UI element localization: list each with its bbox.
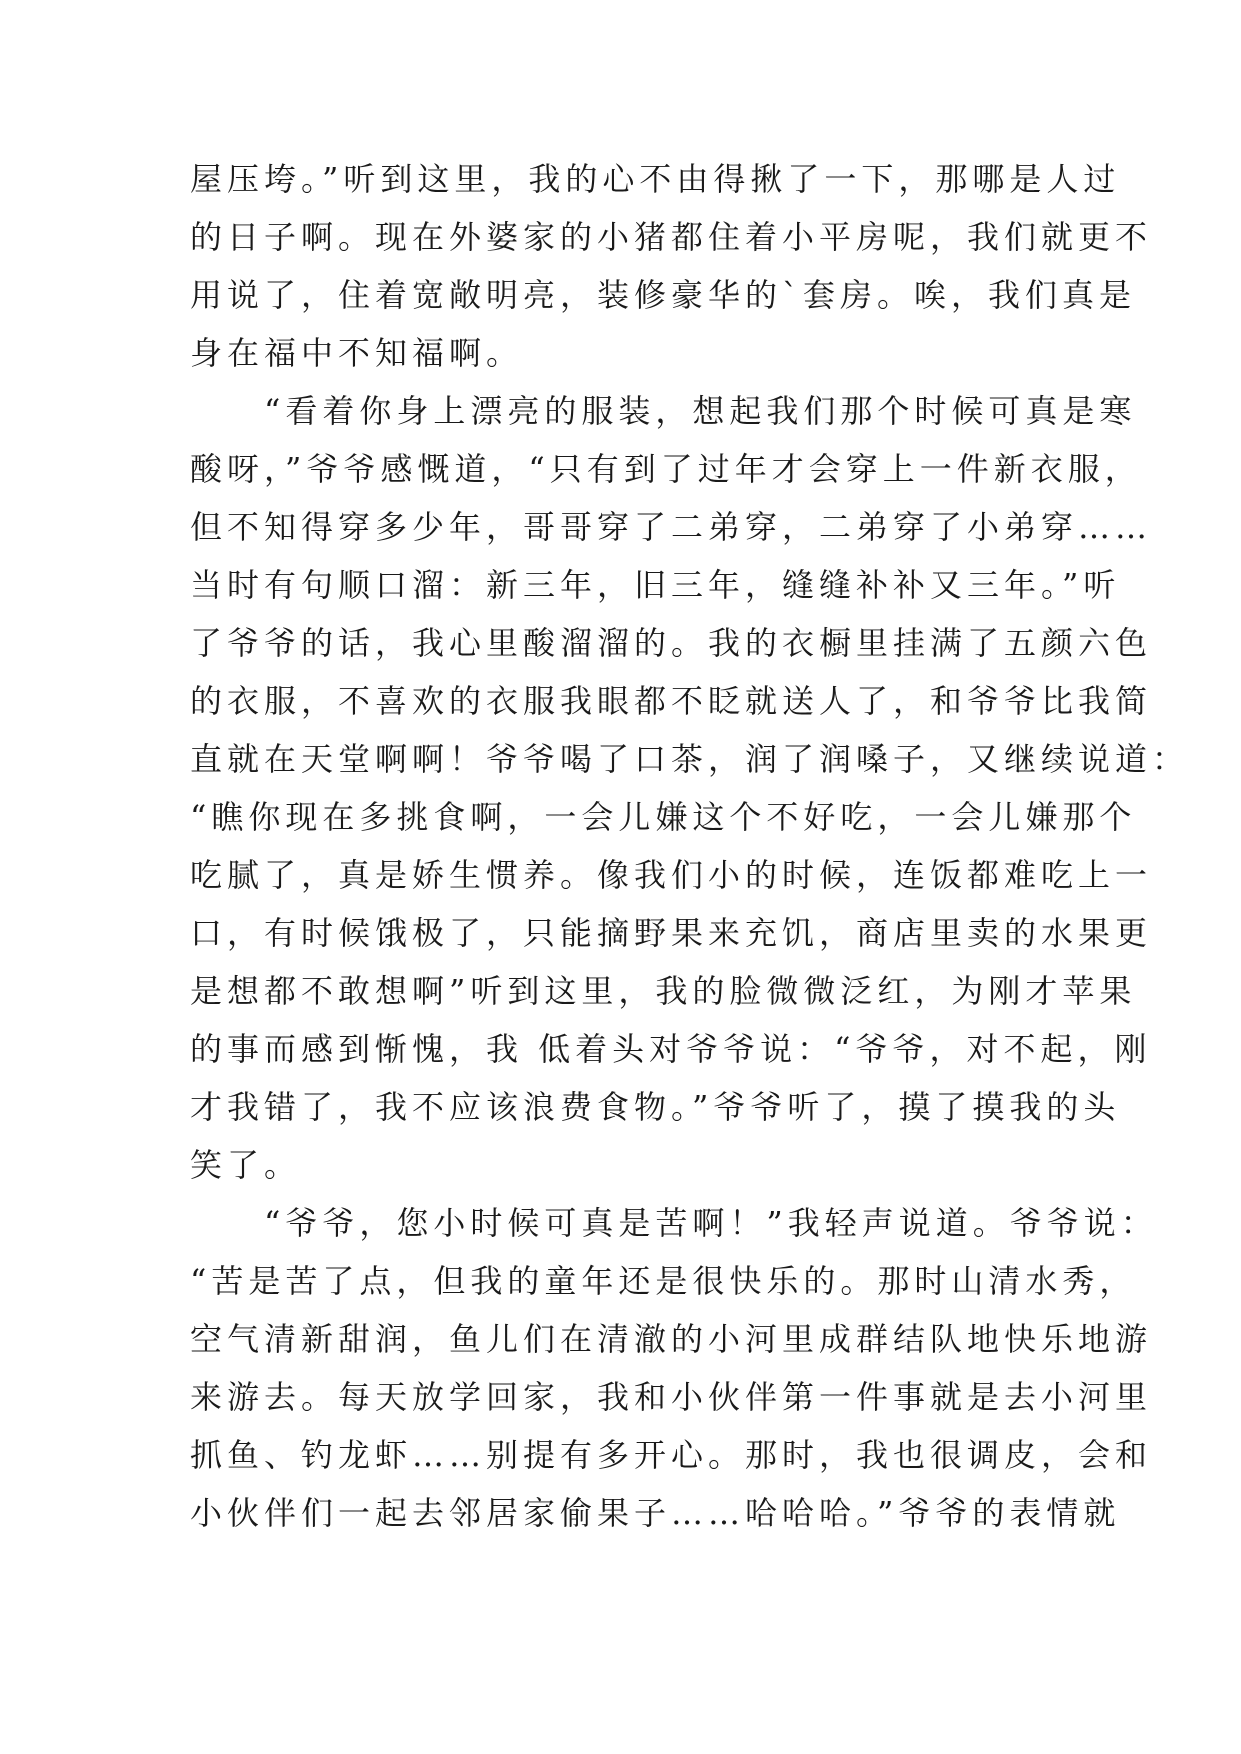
- text-line: “苦是苦了点，但我的童年还是很快乐的。那时山清水秀，: [190, 1262, 1137, 1300]
- text-line: 身在福中不知福啊。: [190, 334, 524, 372]
- text-line: 的衣服，不喜欢的衣服我眼都不眨就送人了，和爷爷比我简: [190, 682, 1153, 720]
- text-line: 来游去。每天放学回家，我和小伙伴第一件事就是去小河里: [190, 1378, 1153, 1416]
- text-line: 的事而感到惭愧，我 低着头对爷爷说：“爷爷，对不起，刚: [190, 1030, 1152, 1068]
- text-line: “看着你身上漂亮的服装，想起我们那个时候可真是寒: [190, 392, 1137, 430]
- text-line: “爷爷，您小时候可真是苦啊！”我轻声说道。爷爷说：: [190, 1204, 1158, 1242]
- text-line: 吃腻了，真是娇生惯养。像我们小的时候，连饭都难吃上一: [190, 856, 1153, 894]
- text-line: 是想都不敢想啊”听到这里，我的脸微微泛红，为刚才苹果: [190, 972, 1137, 1010]
- text-line: 抓鱼、钓龙虾……别提有多开心。那时，我也很调皮，会和: [190, 1436, 1153, 1474]
- text-line: 空气清新甜润，鱼儿们在清澈的小河里成群结队地快乐地游: [190, 1320, 1153, 1358]
- text-line: 屋压垮。”听到这里，我的心不由得揪了一下，那哪是人过: [190, 160, 1121, 198]
- text-line: 直就在天堂啊啊！爷爷喝了口茶，润了润嗓子，又继续说道：: [190, 740, 1190, 778]
- text-line: 口，有时候饿极了，只能摘野果来充饥，商店里卖的水果更: [190, 914, 1153, 952]
- text-line: 用说了，住着宽敞明亮，装修豪华的`套房。唉，我们真是: [190, 276, 1137, 314]
- text-line: 才我错了，我不应该浪费食物。”爷爷听了，摸了摸我的头: [190, 1088, 1121, 1126]
- text-line: 当时有句顺口溜：新三年，旧三年，缝缝补补又三年。”听: [190, 566, 1121, 604]
- text-line: 笑了。: [190, 1146, 302, 1184]
- text-line: 了爷爷的话，我心里酸溜溜的。我的衣橱里挂满了五颜六色: [190, 624, 1153, 662]
- text-line: 但不知得穿多少年，哥哥穿了二弟穿，二弟穿了小弟穿……: [190, 508, 1153, 546]
- text-line: 酸呀，”爷爷感慨道，“只有到了过年才会穿上一件新衣服，: [190, 450, 1142, 488]
- text-line: 小伙伴们一起去邻居家偷果子……哈哈哈。”爷爷的表情就: [190, 1494, 1121, 1532]
- body-text: [190, 150, 1190, 1542]
- text-line: 的日子啊。现在外婆家的小猪都住着小平房呢，我们就更不: [190, 218, 1153, 256]
- text-line: “瞧你现在多挑食啊，一会儿嫌这个不好吃，一会儿嫌那个: [190, 798, 1137, 836]
